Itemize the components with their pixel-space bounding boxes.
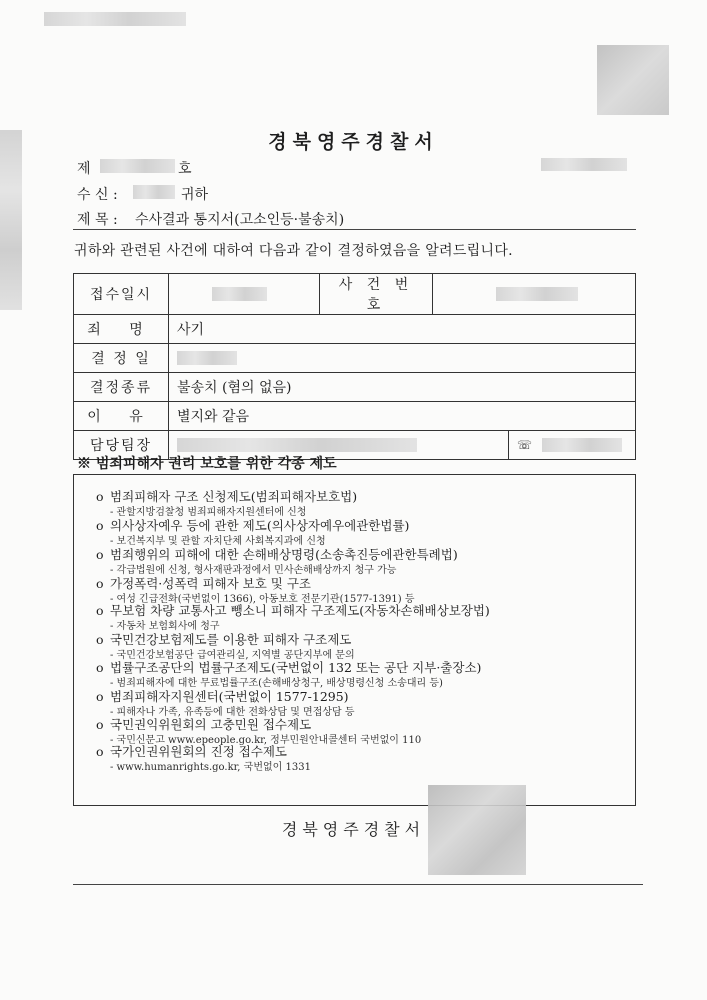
redacted-phone [542,438,622,452]
redacted-doc-number [100,159,175,173]
officer-phone [509,431,636,460]
intro-sentence: 귀하와 관련된 사건에 대하여 다음과 같이 결정하였음을 알려드립니다. [74,243,513,259]
document-title: 경북영주경찰서 [268,131,439,153]
rights-item: o 의사상자예우 등에 관한 제도(의사상자예우에관한법률) [96,518,410,533]
crime-label: 죄 명 [74,315,169,344]
redacted-decision-date [177,351,237,365]
redacted-official-seal [428,785,526,875]
redacted-stamp-top [597,45,669,115]
rights-item: o 국가인권위원회의 진정 접수제도 [96,744,287,759]
rights-section-title: ※ 범죄피해자 권리 보호를 위한 각종 제도 [77,456,337,472]
doc-number-suffix: 호 [178,161,192,177]
decision-date-label: 결 정 일 [74,344,169,373]
rights-item: o 국민권익위원회의 고충민원 접수제도 [96,717,312,732]
rights-item-detail: - 여성 긴급전화(국번없이 1366), 아동보호 전문기관(1577-1391) 등 [110,594,415,605]
doc-number-prefix: 제 [77,161,91,177]
crime-value: 사기 [169,315,636,344]
subject-label: 제 목 : [77,212,118,228]
subject-text: 수사결과 통지서(고소인등·불송치) [135,212,345,228]
decision-date-value [169,344,636,373]
rights-item: o 범죄피해자 구조 신청제도(범죄피해자보호법) [96,489,358,504]
redacted-officer [177,438,417,452]
rights-item: o 범죄피해자지원센터(국번없이 1577-1295) [96,689,349,704]
redacted-received-date [212,287,267,301]
rights-item-detail: - 범죄피해자에 대한 무료법률구조(손해배상청구, 배상명령신청 소송대리 등) [110,678,443,689]
redacted-doc-date [541,158,627,171]
issuer-footer: 경북영주경찰서 [281,820,426,839]
case-number-value [433,274,636,315]
rights-item-detail: - 각급법원에 신청, 형사재판과정에서 민사손해배상까지 청구 가능 [110,565,397,576]
redacted-left-margin [0,130,22,310]
rights-item-detail: - 국민신문고 www.epeople.go.kr, 정부민원안내콜센터 국번없이 110 [110,735,422,746]
rights-item: o 국민건강보험제도를 이용한 피해자 구조제도 [96,632,352,647]
received-date-value [169,274,320,315]
rights-item: o 무보험 차량 교통사고 뺑소니 피해자 구조제도(자동차손해배상보장법) [96,603,490,618]
rights-item-detail: - 피해자나 가족, 유족등에 대한 전화상담 및 면접상담 등 [110,707,355,718]
rights-item-detail: - 관할지방검찰청 범죄피해자지원센터에 신청 [110,507,307,518]
rights-item: o 범죄행위의 피해에 대한 손해배상명령(소송촉진등에관한특례법) [96,547,458,562]
rights-item: o 법률구조공단의 법률구조제도(국번없이 132 또는 공단 지부·출장소) [96,660,482,675]
rights-item: o 가정폭력·성폭력 피해자 보호 및 구조 [96,576,311,591]
phone-icon: ☏ [517,438,533,452]
subject-underline [73,229,636,230]
case-number-label: 사 건 번 호 [320,274,433,315]
redacted-top-label [44,12,186,26]
redacted-recipient [133,185,175,199]
decision-type-value: 불송치 (혐의 없음) [169,373,636,402]
received-date-label: 접수일시 [74,274,169,315]
recipient-suffix: 귀하 [181,187,209,203]
rights-item-detail: - 보건복지부 및 관할 자치단체 사회복지과에 신청 [110,536,326,547]
case-info-table [73,273,636,460]
redacted-case-number [496,287,578,301]
officer-label: 담당팀장 [74,431,169,460]
footer-line [73,884,643,885]
rights-item-detail: - www.humanrights.go.kr, 국번없이 1331 [110,762,311,773]
reason-label: 이 유 [74,402,169,431]
reason-value: 별지와 같음 [169,402,636,431]
decision-type-label: 결정종류 [74,373,169,402]
recipient-label: 수 신 : [77,187,118,203]
rights-item-detail: - 자동차 보험회사에 청구 [110,621,220,632]
rights-item-detail: - 국민건강보험공단 급여관리실, 지역별 공단지부에 문의 [110,650,355,661]
